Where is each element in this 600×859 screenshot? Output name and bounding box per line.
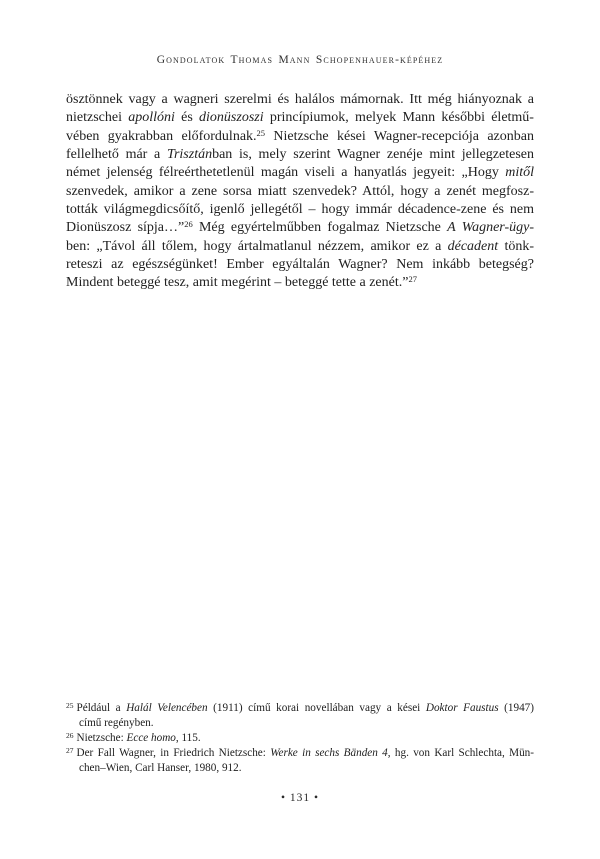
footnote-marker: 25	[66, 701, 74, 710]
text-segment: Nietzsche kései Wagner-recepciója azonban	[265, 128, 534, 144]
body-line	[66, 256, 534, 274]
text-segment: Például a	[76, 702, 127, 714]
text-segment: szenvedek, amikor a zene sorsa miatt szenvedek? Attól, hogy a zenét megfosz-	[66, 183, 534, 199]
body-line	[66, 274, 534, 292]
text-segment: Dionüszosz sípja…”	[66, 220, 185, 236]
italic-text: Doktor Faustus	[425, 702, 499, 714]
footnote-reference: 27	[408, 274, 417, 285]
text-segment: és	[174, 110, 200, 126]
text-segment: vében gyakrabban előfordulnak.	[66, 128, 257, 144]
body-line	[66, 219, 534, 237]
italic-text: Ecce homo	[126, 732, 176, 744]
text-segment: reteszi az egészségünket! Ember egyáltalán Wagner? Nem inkább betegség?	[66, 256, 534, 272]
text-segment: princípiumok, melyek Mann későbbi életmű-	[263, 110, 534, 126]
text-segment: című regényben.	[79, 717, 154, 729]
text-segment: (1947)	[498, 702, 534, 714]
text-segment: Mindent beteggé tesz, amit megérint – beteggé tette a zenét.”	[66, 275, 409, 291]
footnote-reference: 26	[184, 219, 193, 230]
text-segment: ban is, mely szerint Wagner zenéje mint jellegzetesen	[212, 146, 535, 162]
body-line	[66, 128, 534, 146]
body-line	[66, 109, 534, 127]
text-segment: ben: „Távol áll tőlem, hogy ártalmatlanul nézzem, amikor ez a	[66, 238, 448, 254]
body-line	[66, 183, 534, 201]
text-segment: Még egyértelműbben fogalmaz Nietzsche	[192, 220, 448, 236]
italic-text: apollóni	[128, 110, 175, 126]
italic-text: dionüszoszi	[199, 110, 264, 126]
footnote-line	[66, 761, 534, 776]
footnote-marker: 27	[66, 746, 74, 755]
text-segment: , hg. von Karl Schlechta, Mün-	[387, 747, 534, 759]
text-segment: , 115.	[175, 732, 201, 744]
text-segment: tották világmegdicsőítő, igenlő jellegétől – hogy immár décadence-zene és nem	[66, 201, 534, 217]
text-segment: Nietzsche:	[76, 732, 127, 744]
text-segment: Der Fall Wagner, in Friedrich Nietzsche:	[76, 747, 271, 759]
text-segment: nietzschei	[66, 110, 129, 126]
body-line	[66, 238, 534, 256]
italic-text: mitől	[505, 165, 534, 181]
footnote-line	[66, 746, 534, 761]
text-segment: chen–Wien, Carl Hanser, 1980, 912.	[79, 762, 242, 774]
footnotes-section	[66, 701, 534, 776]
body-line	[66, 146, 534, 164]
italic-text: Trisztán	[166, 146, 213, 162]
text-segment: ösztönnek vagy a wagneri szerelmi és halálos mámornak. Itt még hiányoznak a	[66, 92, 534, 107]
text-segment: (1911) című korai novellában vagy a kései	[207, 702, 426, 714]
italic-text: Werke in sechs Bänden 4	[270, 747, 388, 759]
italic-text: A Wagner-ügy-	[447, 220, 534, 236]
page-number: • 131 •	[280, 792, 320, 804]
footnote-line	[66, 731, 534, 746]
running-header	[66, 54, 534, 66]
italic-text: décadent	[447, 238, 499, 254]
body-text	[66, 91, 534, 293]
italic-text: Halál Velencében	[126, 702, 208, 714]
body-line	[66, 164, 534, 182]
text-segment: tönk-	[498, 238, 534, 254]
running-header-title: Gondolatok Thomas Mann Schopenhauer-képéhez	[156, 54, 444, 66]
body-line	[66, 201, 534, 219]
footnote-line	[66, 716, 534, 731]
footnote-line	[66, 701, 534, 716]
footnote-reference: 25	[256, 127, 266, 138]
footnote-marker: 26	[66, 731, 74, 740]
text-segment: német jelenség félreérthetetlenül magán viseli a hanyatlás jegyeit: „Hogy	[66, 165, 506, 181]
text-segment: fellelhető már a	[66, 146, 167, 162]
body-line	[66, 91, 534, 109]
